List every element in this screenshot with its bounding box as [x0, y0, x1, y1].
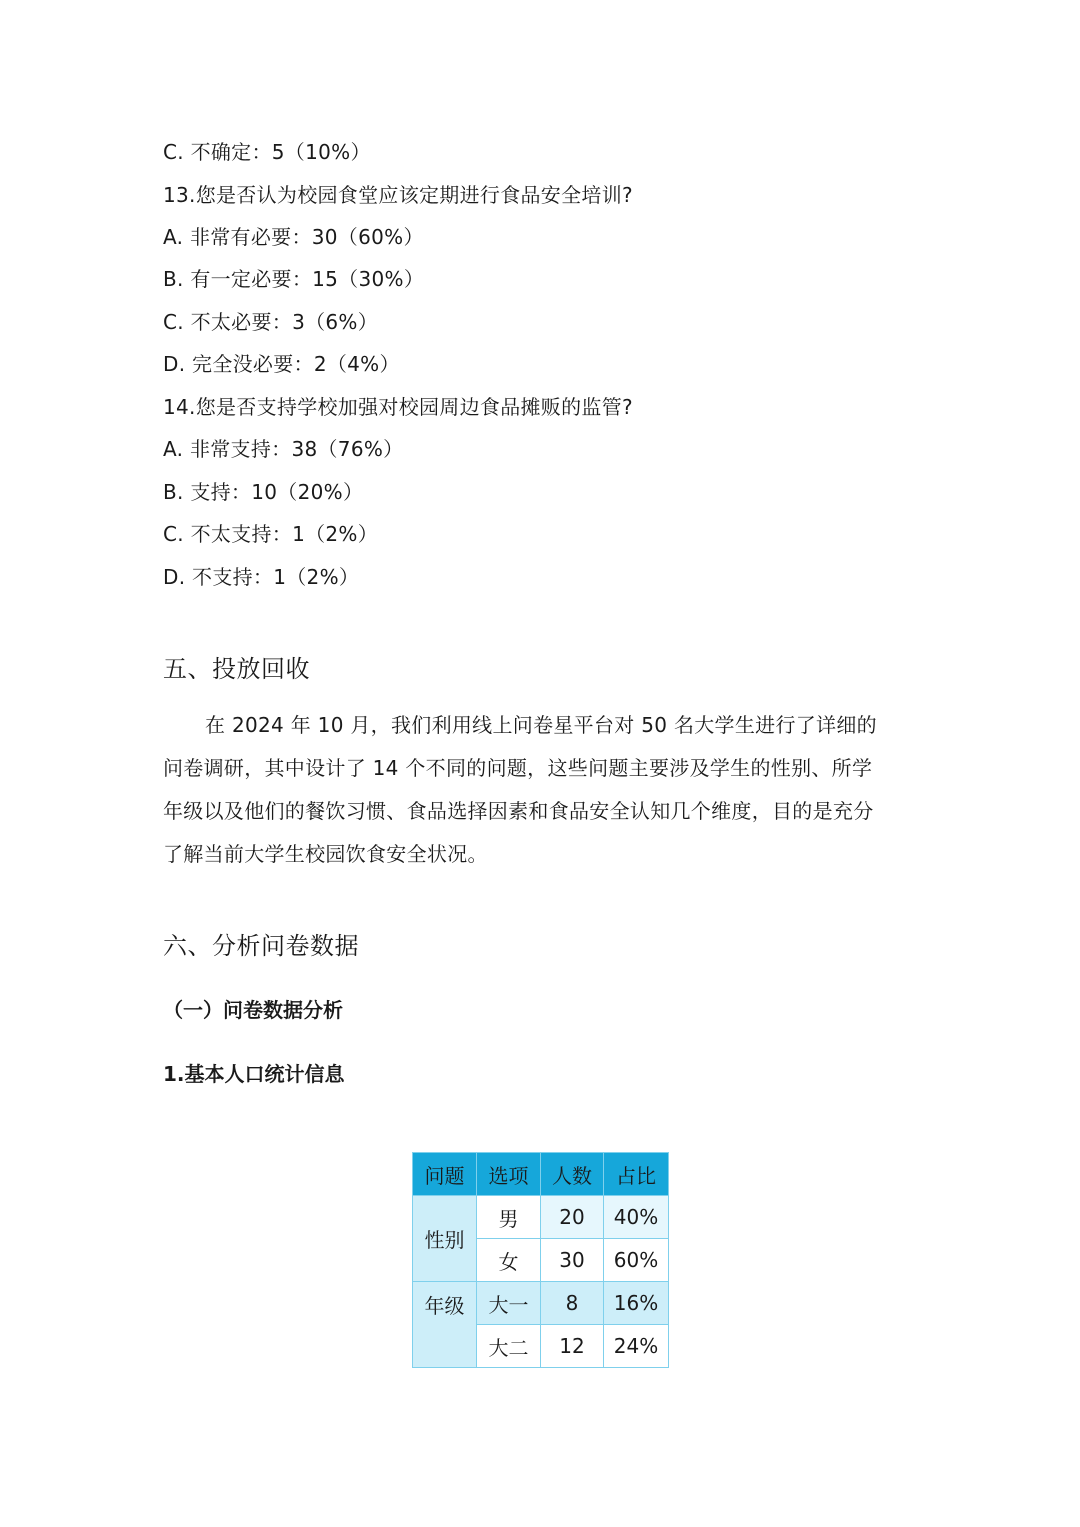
count-cell: 12: [541, 1325, 604, 1368]
q14-question: 14.您是否支持学校加强对校园周边食品摊贩的监管?: [163, 395, 633, 419]
header-question: 问题: [413, 1153, 477, 1196]
option-cell: 女: [477, 1239, 541, 1282]
table-header-row: [413, 1153, 669, 1196]
group-label-gender: 性别: [413, 1196, 477, 1282]
q13-option-a: A. 非常有必要：30（60%）: [163, 225, 424, 249]
group-label-grade: 年级: [413, 1282, 477, 1368]
q13-question: 13.您是否认为校园食堂应该定期进行食品安全培训?: [163, 183, 633, 207]
q12-option-c: C. 不确定：5（10%）: [163, 140, 371, 164]
q14-option-a: A. 非常支持：38（76%）: [163, 437, 404, 461]
option-cell: 大二: [477, 1325, 541, 1368]
paragraph-line: 在 2024 年 10 月，我们利用线上问卷星平台对 50 名大学生进行了详细的: [205, 713, 877, 737]
paragraph-line: 问卷调研，其中设计了 14 个不同的问题，这些问题主要涉及学生的性别、所学: [163, 756, 873, 780]
section-5-title: 五、投放回收: [163, 655, 310, 683]
ratio-cell: 16%: [604, 1282, 669, 1325]
q13-option-c: C. 不太必要：3（6%）: [163, 310, 379, 334]
ratio-cell: 60%: [604, 1239, 669, 1282]
header-ratio: 占比: [604, 1153, 669, 1196]
q13-option-b: B. 有一定必要：15（30%）: [163, 267, 425, 291]
table-row: [413, 1196, 669, 1239]
header-count: 人数: [541, 1153, 604, 1196]
section-6-subsubtitle: 1.基本人口统计信息: [163, 1062, 345, 1086]
table-row: [413, 1282, 669, 1325]
q14-option-b: B. 支持：10（20%）: [163, 480, 364, 504]
q14-option-c: C. 不太支持：1（2%）: [163, 522, 379, 546]
paragraph-line: 年级以及他们的餐饮习惯、食品选择因素和食品安全认知几个维度，目的是充分: [163, 799, 874, 823]
ratio-cell: 40%: [604, 1196, 669, 1239]
count-cell: 30: [541, 1239, 604, 1282]
demographics-table: [412, 1152, 669, 1368]
section-5-paragraph: [163, 704, 923, 876]
option-cell: 大一: [477, 1282, 541, 1325]
q14-option-d: D. 不支持：1（2%）: [163, 565, 360, 589]
section-6-title: 六、分析问卷数据: [163, 932, 359, 960]
count-cell: 8: [541, 1282, 604, 1325]
option-cell: 男: [477, 1196, 541, 1239]
count-cell: 20: [541, 1196, 604, 1239]
q13-option-d: D. 完全没必要：2（4%）: [163, 352, 400, 376]
section-6-subtitle: （一）问卷数据分析: [163, 998, 343, 1022]
header-option: 选项: [477, 1153, 541, 1196]
paragraph-line: 了解当前大学生校园饮食安全状况。: [163, 842, 488, 866]
ratio-cell: 24%: [604, 1325, 669, 1368]
